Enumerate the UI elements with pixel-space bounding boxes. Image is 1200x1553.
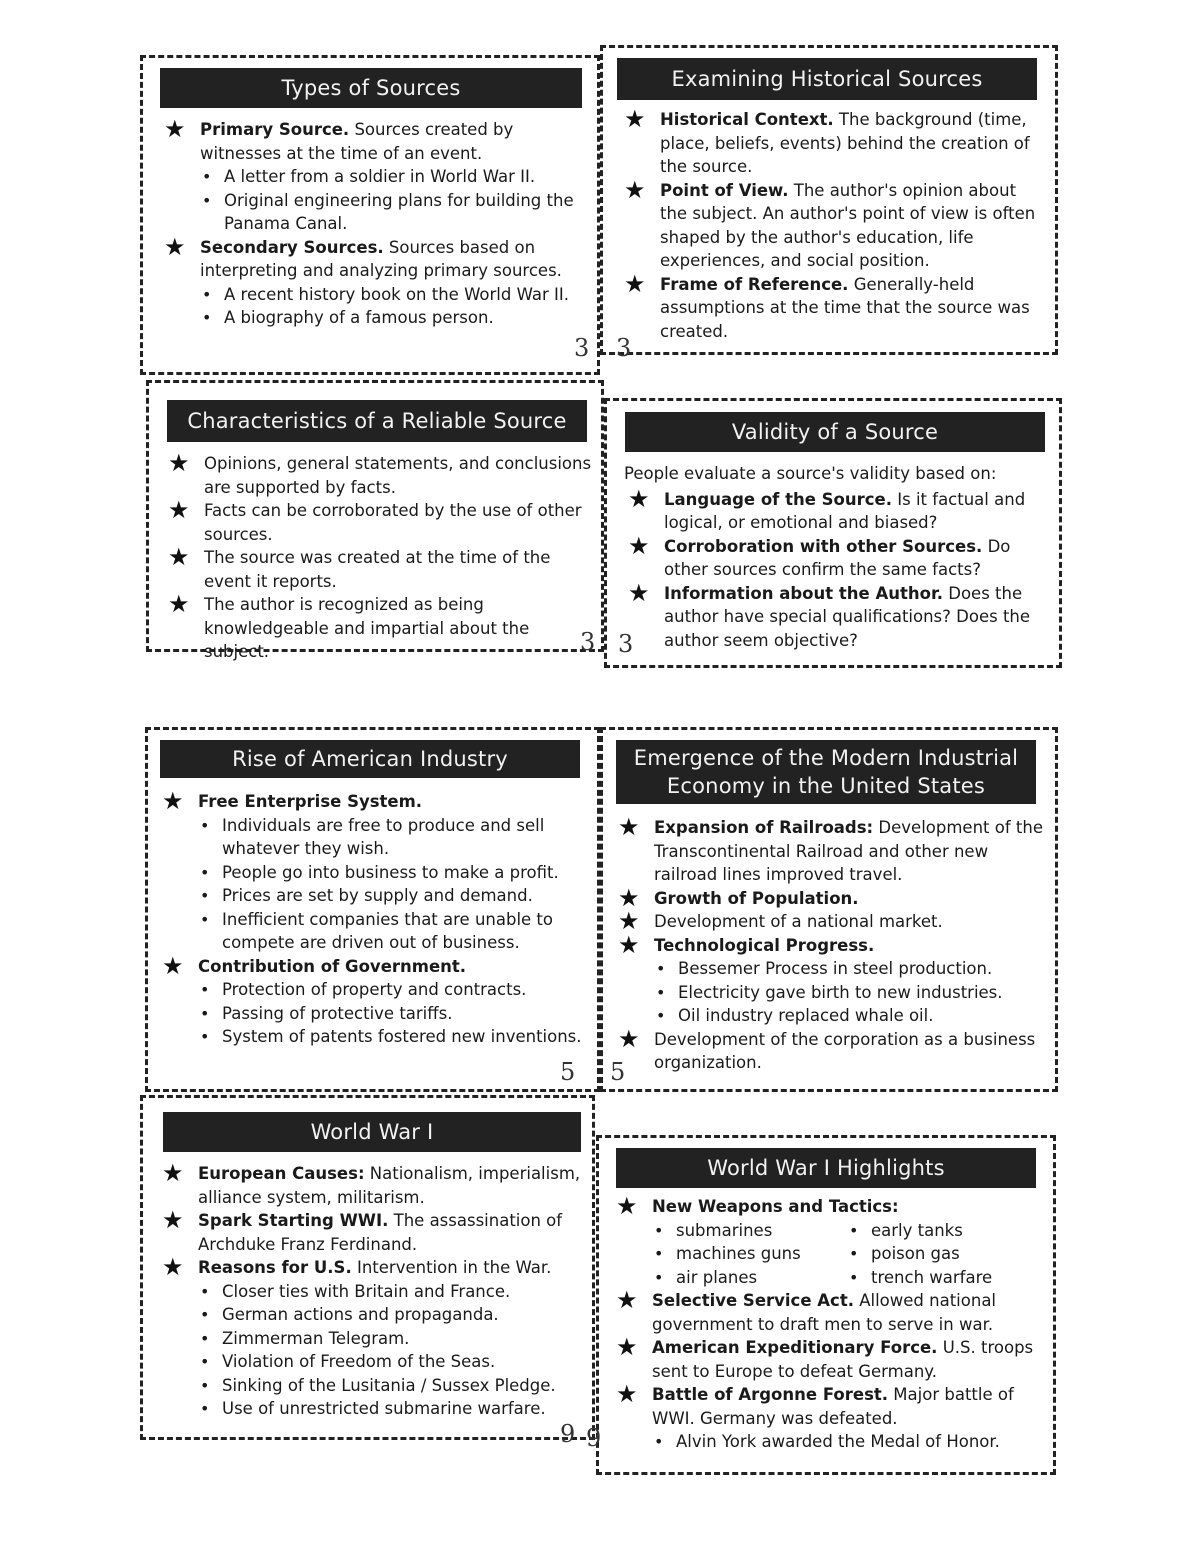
bullet-item: • Electricity gave birth to new industries. [678, 981, 1044, 1005]
star-icon: ★ [164, 232, 186, 261]
bullet-item: • air planes [676, 1266, 847, 1290]
card-body [160, 115, 590, 330]
bullet-item: • Bessemer Process in steel production. [678, 957, 1044, 981]
page-number: 3 [574, 334, 590, 362]
list-item: ★ Secondary Sources. Sources based on interpreting and analyzing primary sources. • A recent history book on the World War II. • A biography of a famous person. [160, 236, 590, 330]
card-title: Validity of a Source [625, 412, 1045, 452]
star-icon: ★ [162, 1206, 184, 1234]
bullet-item: • Violation of Freedom of the Seas. [222, 1350, 586, 1374]
list-item: ★ Frame of Reference. Generally-held assumptions at the time that the source was created. [624, 269, 1030, 341]
list-item: ★ European Causes: Nationalism, imperialism, alliance system, militarism. [162, 1159, 581, 1207]
star-icon: ★ [616, 1333, 638, 1361]
star-icon: ★ [624, 175, 646, 204]
list-item: ★ Language of the Source. Is it factual and logical, or emotional and biased? [628, 484, 1026, 532]
star-icon: ★ [618, 930, 640, 959]
bullet-item: • Protection of property and contracts. [222, 978, 588, 1002]
bullet-item: • Use of unrestricted submarine warfare. [222, 1397, 586, 1421]
bullet-item: • Closer ties with Britain and France. [222, 1280, 586, 1304]
list-item: ★ American Expeditionary Force. U.S. troops sent to Europe to defeat Germany. [616, 1333, 1034, 1381]
bullet-item: • Original engineering plans for building the Panama Canal. [224, 189, 590, 236]
list-item: ★ The source was created at the time of the event it reports. [168, 543, 551, 591]
star-icon: ★ [162, 951, 184, 980]
page-number: 3 [616, 334, 632, 362]
star-icon: ★ [168, 543, 190, 571]
list-item: ★ Expansion of Railroads: Development of the Transcontinental Railroad and other new railroad lines improved travel. [618, 813, 1043, 884]
page-number: 9 [586, 1424, 602, 1452]
list-item: ★ Point of View. The author's opinion about the subject. An author's point of view is often shaped by the author's education, life experiences, and social position. [624, 175, 1036, 270]
bullet-item: • A letter from a soldier in World War II. [224, 165, 590, 189]
list-item: ★ Facts can be corroborated by the use of other sources. [168, 496, 582, 544]
star-icon: ★ [168, 449, 190, 477]
intro-text: People evaluate a source's validity based on: [624, 464, 997, 483]
star-icon: ★ [618, 883, 640, 912]
weapons-columns [652, 1219, 1042, 1290]
list-item: ★ Contribution of Government. • Protection of property and contracts. • Passing of protective tariffs. • System of patents fostered new inventions. [158, 955, 588, 1049]
bullet-item: • A biography of a famous person. [224, 306, 590, 330]
card-title: Emergence of the Modern Industrial Economy in the United States [616, 740, 1036, 804]
bullet-item: • Individuals are free to produce and sell whatever they wish. [222, 814, 588, 861]
star-icon: ★ [168, 590, 190, 618]
bullet-item: • Prices are set by supply and demand. [222, 884, 588, 908]
star-icon: ★ [616, 1192, 638, 1220]
bullet-item: • Sinking of the Lusitania / Sussex Pledge. [222, 1374, 586, 1398]
star-icon: ★ [624, 105, 646, 133]
bullet-item: • early tanks [871, 1219, 1042, 1243]
list-item: ★ The author is recognized as being knowledgeable and impartial about the subject. [168, 590, 530, 661]
star-icon: ★ [618, 907, 640, 935]
list-item: ★ Development of the corporation as a business organization. [618, 1024, 1036, 1072]
star-icon: ★ [618, 1024, 640, 1053]
list-item: ★ Primary Source. Sources created by witnesses at the time of an event. • A letter from a soldier in World War II. • Original engineering plans for building the Panama Canal. [160, 118, 590, 236]
list-item: ★ Information about the Author. Does the author have special qualifications? Does the author seem objective? [628, 578, 1031, 650]
bullet-item: • machines guns [676, 1242, 847, 1266]
card-title: World War I [163, 1112, 581, 1152]
star-icon: ★ [628, 531, 650, 560]
card-title: Rise of American Industry [160, 740, 580, 778]
page-number: 5 [560, 1058, 576, 1086]
list-item: ★ Selective Service Act. Allowed national government to draft men to serve in war. [616, 1286, 997, 1334]
bullet-item: • Zimmerman Telegram. [222, 1327, 586, 1351]
star-icon: ★ [624, 269, 646, 298]
bullet-item: • People go into business to make a profit. [222, 861, 588, 885]
list-item: ★ Free Enterprise System. • Individuals are free to produce and sell whatever they wish. • People go into business to make a profit. • Prices are set by supply and demand. • Inefficient companies that are unable to compete are driven out of business. [158, 790, 588, 955]
star-icon: ★ [162, 1253, 184, 1281]
page-number: 9 [560, 1420, 576, 1448]
list-item: ★ Reasons for U.S. Intervention in the War. • Closer ties with Britain and France. • German actions and propaganda. • Zimmerman Telegram. • Violation of Freedom of the Seas. • Sinking of the Lusitania / Sussex Pledge. • Use of unrestricted submarine warfare. [158, 1256, 586, 1421]
list-item: ★ Growth of Population. [618, 883, 859, 912]
star-icon: ★ [628, 578, 650, 607]
card-body [158, 787, 588, 1049]
bullet-item: • trench warfare [871, 1266, 1042, 1290]
list-item: ★ Technological Progress. • Bessemer Process in steel production. • Electricity gave birth to new industries. • Oil industry replaced whale oil. [614, 934, 1044, 1028]
bullet-item: • A recent history book on the World War II. [224, 283, 590, 307]
bullet-item: • submarines [676, 1219, 847, 1243]
bullet-item: • poison gas [871, 1242, 1042, 1266]
page-number: 3 [618, 630, 634, 658]
card-body [164, 449, 594, 664]
star-icon: ★ [618, 813, 640, 841]
bullet-item: • System of patents fostered new inventions. [222, 1025, 588, 1049]
page-number: 5 [610, 1058, 626, 1086]
bullet-item: • German actions and propaganda. [222, 1303, 586, 1327]
card-body [624, 462, 1049, 652]
bullet-item: • Oil industry replaced whale oil. [678, 1004, 1044, 1028]
card-body [612, 1192, 1042, 1454]
star-icon: ★ [616, 1380, 638, 1408]
list-item: ★ Battle of Argonne Forest. Major battle of WWI. Germany was defeated. • Alvin York awarded the Medal of Honor. [612, 1383, 1042, 1454]
card-body [620, 105, 1045, 343]
card-title: Examining Historical Sources [617, 58, 1037, 100]
star-icon: ★ [164, 115, 186, 143]
star-icon: ★ [616, 1286, 638, 1314]
list-item: ★ Historical Context. The background (time, place, beliefs, events) behind the creation of the source. [624, 105, 1030, 176]
list-item: ★ New Weapons and Tactics: • submarines • machines guns • air planes • early tanks • poison gas • trench warfare [612, 1195, 1042, 1289]
list-item: ★ Spark Starting WWI. The assassination of Archduke Franz Ferdinand. [162, 1206, 563, 1254]
star-icon: ★ [628, 484, 650, 513]
list-item: ★ Corroboration with other Sources. Do other sources confirm the same facts? [628, 531, 1011, 579]
card-title: World War I Highlights [616, 1148, 1036, 1188]
bullet-item: • Alvin York awarded the Medal of Honor. [676, 1430, 1042, 1454]
card-title: Types of Sources [160, 68, 582, 108]
card-body [614, 813, 1044, 1075]
card-title: Characteristics of a Reliable Source [167, 400, 587, 442]
star-icon: ★ [162, 1159, 184, 1187]
list-item: ★ Development of a national market. [618, 907, 943, 935]
card-body [158, 1159, 586, 1421]
list-item: ★ Opinions, general statements, and conclusions are supported by facts. [168, 449, 592, 497]
bullet-item: • Inefficient companies that are unable to compete are driven out of business. [222, 908, 588, 955]
star-icon: ★ [168, 496, 190, 524]
page-number: 3 [580, 628, 596, 656]
star-icon: ★ [162, 787, 184, 815]
bullet-item: • Passing of protective tariffs. [222, 1002, 588, 1026]
